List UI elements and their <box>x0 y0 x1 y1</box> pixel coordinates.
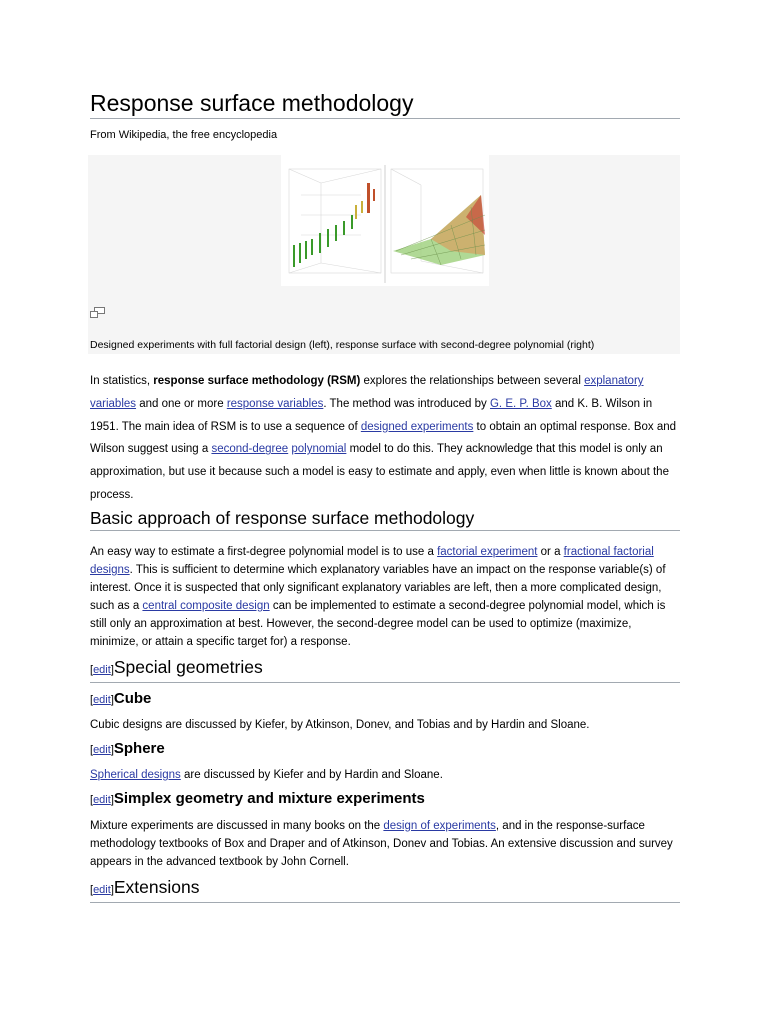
cube-paragraph: Cubic designs are discussed by Kiefer, by Atkinson, Donev, and Tobias and by Hardin and Sloane. <box>90 719 590 731</box>
edit-link[interactable]: edit <box>93 694 111 706</box>
heading-text: Cube <box>113 690 152 707</box>
edit-bracket: [edit] <box>90 694 114 706</box>
link-second-degree[interactable]: second-degree <box>211 443 289 456</box>
heading-simplex <box>90 789 425 810</box>
enlarge-icon[interactable] <box>90 305 105 323</box>
intro-text: to obtain an optimal response. Box and Wilson suggest using a <box>90 420 677 456</box>
simplex-text: Mixture experiments are discussed in many books on the <box>90 820 384 832</box>
intro-bold-term: response surface methodology (RSM) <box>153 375 361 387</box>
intro-text: explores the relationships between several <box>360 375 585 387</box>
heading-special-geometries <box>90 655 680 683</box>
intro-text: In statistics, <box>90 375 154 387</box>
simplex-text: , and in the response-surface methodology textbooks of Box and Draper and of Atkinson, Donev and Tobias. An extensive discussion and survey appears in the advanced textbook by John Cornell. <box>90 820 673 868</box>
heading-sphere <box>90 739 165 760</box>
basic-text: An easy way to estimate a first-degree polynomial model is to use a <box>90 546 438 558</box>
intro-paragraph <box>90 370 680 507</box>
edit-link[interactable]: edit <box>93 884 111 896</box>
figure-thumbnail <box>88 155 680 354</box>
intro-text: . The method was introduced by <box>323 397 490 410</box>
intro-text: and K. B. Wilson in 1951. The main idea of RSM is to use a sequence of <box>90 397 653 433</box>
heading-text: Sphere <box>113 740 165 757</box>
heading-text: Extensions <box>113 877 200 897</box>
link-box[interactable]: G. E. P. Box <box>489 397 552 410</box>
heading-extensions <box>90 875 680 903</box>
edit-bracket: [edit] <box>90 884 114 896</box>
link-design-of-experiments[interactable]: design of experiments <box>383 820 496 832</box>
heading-basic-approach: Basic approach of response surface methodology <box>90 506 680 531</box>
sphere-text: are discussed by Kiefer and by Hardin and Sloane. <box>180 769 443 781</box>
intro-text: model to do this. They acknowledge that this model is only an approximation, but use it because such a model is easy to estimate and apply, even when little is known about the process. <box>90 443 669 501</box>
intro-text: and one or more <box>136 397 227 410</box>
link-spherical-designs[interactable]: Spherical designs <box>90 769 181 781</box>
link-central-composite[interactable]: central composite design <box>142 600 270 612</box>
edit-bracket: [edit] <box>90 744 114 756</box>
basic-text: . This is sufficient to determine which explanatory variables have an impact on the response variable(s) of interest. Once it is suspected that only significant explanatory variables are left, then a more complicated design, such as a <box>90 564 666 612</box>
link-fractional-factorial[interactable]: fractional factorial designs <box>90 546 654 576</box>
sphere-paragraph <box>90 766 680 784</box>
heading-text: Simplex geometry and mixture experiments <box>113 790 425 807</box>
basic-text: or a <box>537 546 564 558</box>
basic-text: can be implemented to estimate a second-degree polynomial model, which is still only an approximation at best. However, the second-degree model can be used to optimize (maximize, minimize, or attain a specific target for) a response. <box>90 600 666 648</box>
edit-link[interactable]: edit <box>93 744 111 756</box>
edit-link[interactable]: edit <box>93 794 111 806</box>
page-title: Response surface methodology <box>90 88 680 119</box>
edit-bracket: [edit] <box>90 794 114 806</box>
link-designed-experiments[interactable]: designed experiments <box>360 420 474 433</box>
simplex-paragraph <box>90 817 680 871</box>
link-factorial-experiment[interactable]: factorial experiment <box>437 546 538 558</box>
heading-text: Special geometries <box>113 657 263 677</box>
link-explanatory-variables[interactable]: explanatory variables <box>90 375 644 410</box>
basic-paragraph <box>90 543 680 651</box>
tagline: From Wikipedia, the free encyclopedia <box>90 129 278 141</box>
link-response-variables[interactable]: response variables <box>226 397 324 410</box>
edit-bracket: [edit] <box>90 664 114 676</box>
link-polynomial[interactable]: polynomial <box>291 443 347 456</box>
heading-cube <box>90 689 151 710</box>
figure-image[interactable] <box>281 155 489 286</box>
rsm-plots-image <box>281 155 489 286</box>
article-header <box>90 88 680 142</box>
figure-caption: Designed experiments with full factorial design (left), response surface with second-degree polynomial (right) <box>90 339 595 351</box>
edit-link[interactable]: edit <box>93 664 111 676</box>
